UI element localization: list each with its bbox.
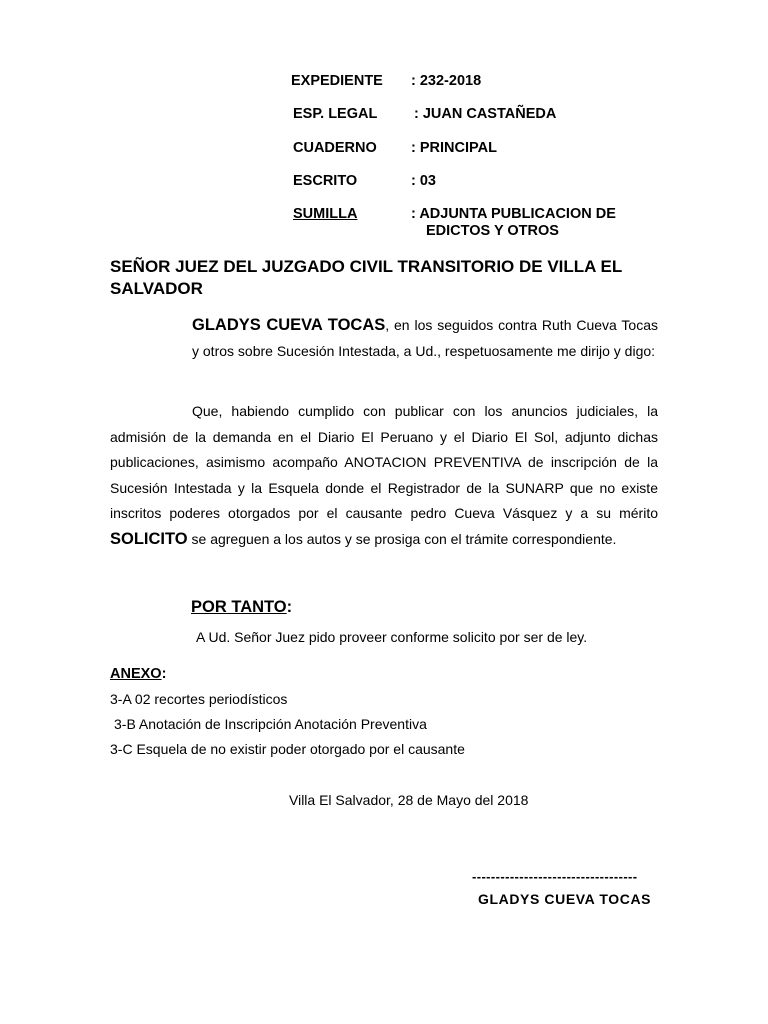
anexo-label: ANEXO [110, 666, 162, 682]
anexo-heading [110, 664, 166, 684]
addressee-heading: SEÑOR JUEZ DEL JUZGADO CIVIL TRANSITORIO DE VILLA EL SALVADOR [110, 257, 622, 298]
expediente-value: : 232-2018 [411, 73, 482, 89]
anexo-item: 3-B Anotación de Inscripción Anotación Preventiva [114, 716, 427, 732]
expediente-label: EXPEDIENTE [291, 73, 383, 89]
esp-legal-label: ESP. LEGAL [293, 106, 378, 122]
intro-paragraph [192, 313, 658, 364]
petitioner-name: GLADYS CUEVA TOCAS [192, 316, 386, 334]
por-tanto-heading [191, 597, 292, 617]
signature-line: ----------------------------------- [472, 869, 638, 884]
sumilla-label: SUMILLA [293, 206, 358, 222]
body-text-after: se agreguen a los autos y se prosiga con el trámite correspondiente. [191, 530, 617, 547]
document-date: Villa El Salvador, 28 de Mayo del 2018 [289, 792, 529, 808]
signatory-name: GLADYS CUEVA TOCAS [478, 891, 652, 907]
intro-text: , en los seguidos contra Ruth Cueva Tocas y otros sobre Sucesión Intestada, a Ud., respetuosamente me dirijo y digo: [192, 317, 659, 359]
anexo-colon: : [161, 666, 167, 682]
solicito-keyword: SOLICITO [110, 529, 188, 548]
body-paragraph [110, 399, 658, 552]
anexo-item: 3-C Esquela de no existir poder otorgado por el causante [110, 741, 465, 757]
petition-text: A Ud. Señor Juez pido proveer conforme solicito por ser de ley. [196, 629, 588, 645]
por-tanto-label: POR TANTO [191, 598, 287, 616]
anexo-item: 3-A 02 recortes periodísticos [110, 691, 288, 707]
cuaderno-label: CUADERNO [293, 140, 377, 156]
body-text-before: Que, habiendo cumplido con publicar con los anuncios judiciales, la admisión de la demanda en el Diario El Peruano y el Diario El Sol, adjunto dichas publicaciones, asimismo acompaño ANOTACION PREVENTIVA de inscripción de la Sucesión Intestada y la Esquela donde el Registrador de la SUNARP que no existe inscritos poderes otorgados por el causante pedro Cueva Vásquez y a su mérito [110, 403, 658, 521]
escrito-label: ESCRITO [293, 173, 358, 189]
sumilla-value-line2: EDICTOS Y OTROS [426, 223, 559, 239]
esp-legal-value: : JUAN CASTAÑEDA [414, 106, 557, 122]
sumilla-value-line1: : ADJUNTA PUBLICACION DE [411, 206, 616, 222]
por-tanto-colon: : [286, 598, 293, 616]
cuaderno-value: : PRINCIPAL [411, 140, 497, 156]
escrito-value: : 03 [411, 173, 436, 189]
